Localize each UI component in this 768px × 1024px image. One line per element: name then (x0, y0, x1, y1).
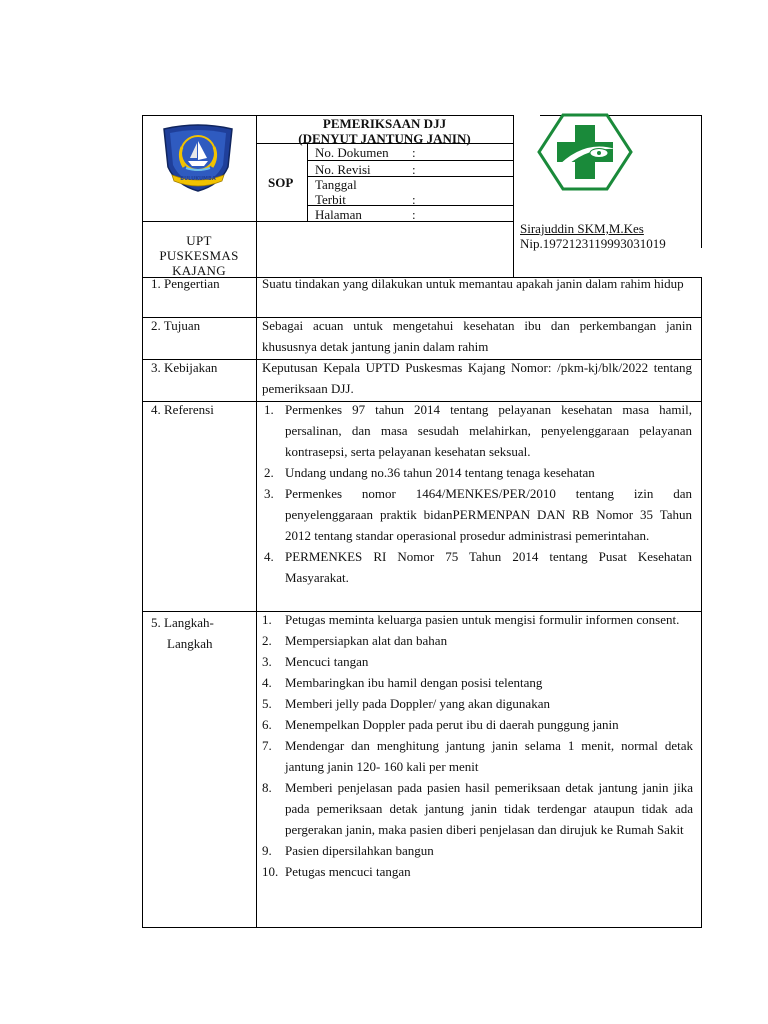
meta-label: Tanggal (315, 177, 357, 192)
signer-name: Sirajuddin SKM,M.Kes (520, 221, 644, 236)
list-item: 2. Undang undang no.36 tahun 2014 tentang tenaga kesehatan (264, 465, 595, 480)
sop-label: SOP (268, 175, 294, 190)
meta-no-revisi (315, 162, 371, 177)
list-item: 3. Permenkes nomor 1464/MENKES/PER/2010 tentang izin dan penyelenggaraan praktik bidanPERMENPAN DAN RB Nomor 35 Tahun 2012 tentang standar operasional prosedur administrasi pemerintahan. (264, 486, 692, 543)
label-line-2: Langkah (167, 636, 213, 651)
list-item: 8. Memberi penjelasan pada pasien hasil pemeriksaan detak jantung janin jika pada pemeriksaan detak jantung janin tidak terdengar ataupun tidak ada pergerakan janin, maka pasien diberi penjelasan dan dirujuk ke Rumah Sakit (262, 780, 693, 837)
meta-label: Halaman (315, 207, 362, 222)
section-label-tujuan: 2. Tujuan (151, 318, 201, 333)
list-item: 7. Mendengar dan menghitung jantung janin selama 1 menit, normal detak jantung janin 120- 160 kali per menit (262, 738, 693, 774)
org-line-1: UPT (186, 233, 212, 248)
list-item: 3. Mencuci tangan (262, 654, 369, 669)
meta-no-dokumen-value: : (412, 145, 416, 160)
bulukumba-logo (160, 123, 236, 193)
section-text-tujuan: Sebagai acuan untuk mengetahui kesehatan ibu dan perkembangan janin khususnya detak jantung janin dalam rahim (262, 318, 692, 354)
title-line-2: (DENYUT JANTUNG JANIN) (298, 131, 471, 146)
referensi-list (264, 399, 692, 588)
meta-label-2: Terbit (315, 192, 346, 207)
signer-block (520, 221, 666, 251)
meta-halaman (315, 207, 362, 222)
list-item: 6. Menempelkan Doppler pada perut ibu di daerah punggung janin (262, 717, 619, 732)
langkah-list (262, 609, 693, 882)
meta-no-dokumen (315, 145, 389, 160)
org-line-2: PUSKESMAS (159, 248, 239, 263)
section-label-langkah (151, 612, 214, 654)
section-label-pengertian: 1. Pengertian (151, 276, 220, 291)
title-line-1: PEMERIKSAAN DJJ (322, 116, 447, 131)
org-line-3: KAJANG (172, 263, 226, 278)
meta-no-revisi-value: : (412, 162, 416, 177)
list-item: 9. Pasien dipersilahkan bangun (262, 843, 434, 858)
list-item: 1. Permenkes 97 tahun 2014 tentang pelayanan kesehatan masa hamil, persalinan, dan masa sesudah melahirkan, penyelenggaraan pelayanan kontrasepsi, serta pelayanan kesehatan seksual. (264, 402, 692, 459)
section-text-kebijakan: Keputusan Kepala UPTD Puskesmas Kajang Nomor: /pkm-kj/blk/2022 tentang pemeriksaan DJJ. (262, 360, 692, 396)
organization-name (142, 233, 256, 278)
section-label-referensi: 4. Referensi (151, 402, 214, 417)
list-item: 4. Membaringkan ibu hamil dengan posisi telentang (262, 675, 543, 690)
meta-label: No. Revisi (315, 162, 371, 177)
list-item: 5. Memberi jelly pada Doppler/ yang akan digunakan (262, 696, 550, 711)
list-item: 2. Mempersiapkan alat dan bahan (262, 633, 448, 648)
meta-halaman-value: : (412, 207, 416, 222)
document-title (256, 116, 513, 146)
list-item: 4. PERMENKES RI Nomor 75 Tahun 2014 tentang Pusat Kesehatan Masyarakat. (264, 549, 692, 585)
label-line-1: 5. Langkah- (151, 615, 214, 630)
list-item: 10. Petugas mencuci tangan (262, 864, 411, 879)
section-label-kebijakan: 3. Kebijakan (151, 360, 218, 375)
list-item: 1. Petugas meminta keluarga pasien untuk mengisi formulir informen consent. (262, 612, 680, 627)
meta-tanggal-terbit-value: : (412, 192, 416, 207)
meta-tanggal-terbit (315, 177, 357, 207)
puskesmas-logo (537, 113, 633, 191)
meta-label: No. Dokumen (315, 145, 389, 160)
section-text-pengertian: Suatu tindakan yang dilakukan untuk memantau apakah janin dalam rahim hidup (262, 276, 684, 291)
signer-nip: Nip.1972123119993031019 (520, 236, 666, 251)
logo-ribbon-text: BULUKUMBA (180, 176, 216, 182)
